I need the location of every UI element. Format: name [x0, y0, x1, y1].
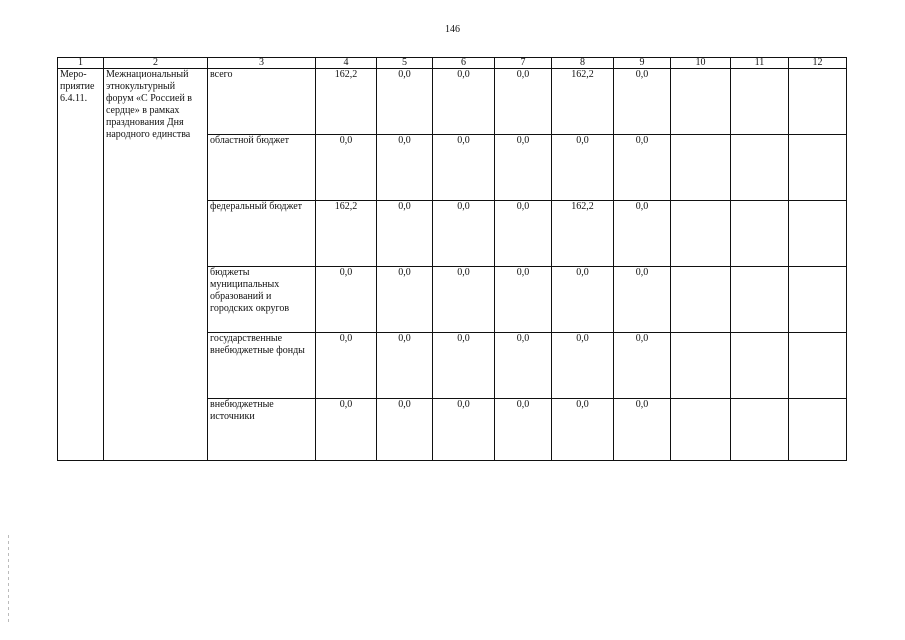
table-body: [58, 69, 847, 461]
value-cell: 0,0: [377, 69, 433, 135]
funding-source-cell: областной бюджет: [208, 135, 316, 201]
value-cell: 0,0: [377, 135, 433, 201]
value-cell: 0,0: [495, 399, 552, 461]
activity-code-line: Меро-: [60, 69, 87, 80]
page-number: 146: [445, 24, 460, 35]
activity-code-cell: [58, 69, 104, 461]
value-cell: 162,2: [316, 201, 377, 267]
value-cell: 162,2: [552, 69, 614, 135]
column-header: 2: [104, 58, 208, 69]
value-cell: 0,0: [377, 267, 433, 333]
column-header: 9: [614, 58, 671, 69]
value-cell: 0,0: [614, 201, 671, 267]
value-cell: [671, 69, 731, 135]
value-cell: [731, 267, 789, 333]
value-cell: [671, 333, 731, 399]
value-cell: 0,0: [552, 399, 614, 461]
budget-table: [57, 57, 847, 461]
value-cell: 0,0: [316, 135, 377, 201]
activity-code-line: 6.4.11.: [60, 93, 88, 104]
value-cell: [731, 69, 789, 135]
funding-source-cell: всего: [208, 69, 316, 135]
value-cell: [671, 201, 731, 267]
value-cell: 0,0: [433, 135, 495, 201]
value-cell: 0,0: [552, 135, 614, 201]
activity-code-line: приятие: [60, 81, 95, 92]
value-cell: 0,0: [552, 333, 614, 399]
value-cell: 0,0: [552, 267, 614, 333]
table-row: [58, 69, 847, 135]
value-cell: 162,2: [316, 69, 377, 135]
value-cell: 0,0: [316, 399, 377, 461]
value-cell: [789, 201, 847, 267]
value-cell: [731, 333, 789, 399]
value-cell: [731, 399, 789, 461]
value-cell: 0,0: [433, 267, 495, 333]
value-cell: [789, 267, 847, 333]
column-header: 1: [58, 58, 104, 69]
value-cell: [671, 135, 731, 201]
value-cell: [789, 135, 847, 201]
funding-source-cell: государственные внебюджетные фонды: [208, 333, 316, 399]
value-cell: 162,2: [552, 201, 614, 267]
column-header: 3: [208, 58, 316, 69]
activity-name-cell: Межнациональный этнокультурный форум «С Россией в сердце» в рамках празднования Дня народного единства: [104, 69, 208, 461]
value-cell: [789, 399, 847, 461]
value-cell: 0,0: [433, 69, 495, 135]
value-cell: 0,0: [316, 267, 377, 333]
value-cell: [789, 333, 847, 399]
column-header: 5: [377, 58, 433, 69]
value-cell: 0,0: [614, 399, 671, 461]
column-header: 12: [789, 58, 847, 69]
value-cell: [731, 201, 789, 267]
header-row: [58, 58, 847, 69]
column-header: 10: [671, 58, 731, 69]
value-cell: 0,0: [433, 399, 495, 461]
column-header: 7: [495, 58, 552, 69]
scan-edge-mark: [8, 535, 9, 625]
funding-source-cell: федеральный бюджет: [208, 201, 316, 267]
value-cell: 0,0: [495, 69, 552, 135]
value-cell: 0,0: [614, 69, 671, 135]
value-cell: 0,0: [433, 201, 495, 267]
value-cell: [671, 399, 731, 461]
column-header: 6: [433, 58, 495, 69]
value-cell: 0,0: [614, 333, 671, 399]
value-cell: [671, 267, 731, 333]
value-cell: 0,0: [316, 333, 377, 399]
value-cell: [789, 69, 847, 135]
column-header: 8: [552, 58, 614, 69]
value-cell: [731, 135, 789, 201]
funding-source-cell: бюджеты муниципальных образований и городских округов: [208, 267, 316, 333]
value-cell: 0,0: [495, 267, 552, 333]
value-cell: 0,0: [495, 333, 552, 399]
value-cell: 0,0: [614, 135, 671, 201]
column-header: 4: [316, 58, 377, 69]
value-cell: 0,0: [433, 333, 495, 399]
value-cell: 0,0: [495, 201, 552, 267]
value-cell: 0,0: [377, 333, 433, 399]
value-cell: 0,0: [377, 201, 433, 267]
value-cell: 0,0: [614, 267, 671, 333]
value-cell: 0,0: [495, 135, 552, 201]
column-header: 11: [731, 58, 789, 69]
funding-source-cell: внебюджетные источники: [208, 399, 316, 461]
value-cell: 0,0: [377, 399, 433, 461]
